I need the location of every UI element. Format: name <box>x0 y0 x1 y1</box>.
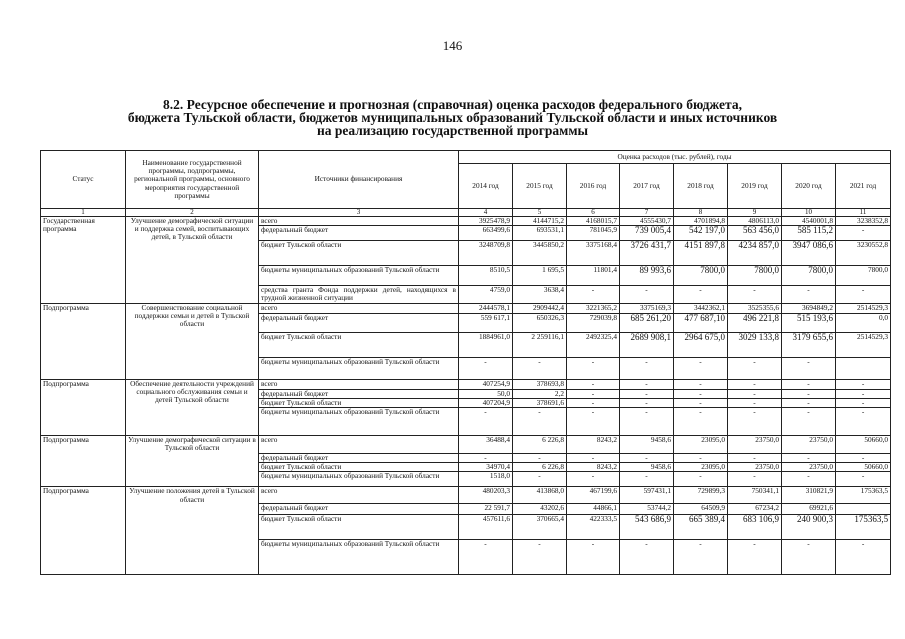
cell-value: - <box>674 379 728 389</box>
table-row <box>41 436 891 454</box>
cell-value: 683 106,9 <box>728 515 782 540</box>
row-status: Подпрограмма <box>41 379 126 435</box>
cell-value: - <box>674 454 728 463</box>
cell-value: 457611,6 <box>459 515 513 540</box>
cell-value: 22 591,7 <box>459 504 513 515</box>
header-sources: Источники финансирования <box>259 151 459 209</box>
cell-value: 477 687,10 <box>674 313 728 332</box>
cell-value: 23750,0 <box>728 463 782 472</box>
cell-value: 3947 086,6 <box>782 241 836 266</box>
cell-value: - <box>674 389 728 398</box>
cell-value: - <box>620 357 674 379</box>
column-number: 1 <box>41 209 126 217</box>
row-funding-source: всего <box>259 303 459 313</box>
cell-value: 4144715,2 <box>513 217 567 226</box>
cell-value: - <box>567 389 620 398</box>
cell-value: - <box>728 472 782 487</box>
cell-value: - <box>620 389 674 398</box>
header-year: 2014 год <box>459 164 513 209</box>
cell-value: 467199,6 <box>567 487 620 504</box>
cell-value: - <box>836 408 891 436</box>
cell-value: - <box>728 379 782 389</box>
cell-value: 0,0 <box>836 313 891 332</box>
header-year: 2016 год <box>567 164 620 209</box>
column-number: 7 <box>620 209 674 217</box>
cell-value: - <box>620 379 674 389</box>
cell-value: - <box>459 408 513 436</box>
cell-value: - <box>674 357 728 379</box>
row-status: Подпрограмма <box>41 487 126 575</box>
cell-value: 3029 133,8 <box>728 332 782 357</box>
cell-value: 50660,0 <box>836 463 891 472</box>
cell-value: - <box>513 357 567 379</box>
table-row <box>41 487 891 504</box>
row-funding-source: бюджеты муниципальных образований Тульской области <box>259 472 459 487</box>
header-name: Наименование государственной программы, подпрограммы, региональной программы, основного мероприятия государственной программы <box>126 151 259 209</box>
cell-value: - <box>836 226 891 241</box>
cell-value: 67234,2 <box>728 504 782 515</box>
cell-value: 781045,9 <box>567 226 620 241</box>
cell-value: 3375169,3 <box>620 303 674 313</box>
cell-value: 3238352,8 <box>836 217 891 226</box>
cell-value: - <box>513 540 567 575</box>
cell-value: 542 197,0 <box>674 226 728 241</box>
column-number: 10 <box>782 209 836 217</box>
cell-value: 34970,4 <box>459 463 513 472</box>
header-year: 2018 год <box>674 164 728 209</box>
cell-value: 585 115,2 <box>782 226 836 241</box>
row-program-name: Улучшение положения детей в Тульской области <box>126 487 259 575</box>
cell-value: - <box>620 286 674 303</box>
cell-value: 23750,0 <box>728 436 782 454</box>
column-number: 4 <box>459 209 513 217</box>
column-number: 3 <box>259 209 459 217</box>
cell-value: 729899,3 <box>674 487 728 504</box>
cell-value: - <box>836 540 891 575</box>
cell-value: - <box>782 398 836 407</box>
cell-value: 240 900,3 <box>782 515 836 540</box>
cell-value: 9458,6 <box>620 436 674 454</box>
cell-value: 515 193,6 <box>782 313 836 332</box>
title-line-1: 8.2. Ресурсное обеспечение и прогнозная (справочная) оценка расходов федерального бюджета, <box>163 97 742 112</box>
cell-value: 8243,2 <box>567 436 620 454</box>
column-number: 11 <box>836 209 891 217</box>
cell-value: - <box>836 454 891 463</box>
cell-value: - <box>836 472 891 487</box>
cell-value: - <box>567 540 620 575</box>
cell-value: - <box>782 472 836 487</box>
cell-value: 44866,1 <box>567 504 620 515</box>
cell-value: 9458,6 <box>620 463 674 472</box>
cell-value: 3638,4 <box>513 286 567 303</box>
cell-value: - <box>782 379 836 389</box>
row-funding-source: бюджет Тульской области <box>259 241 459 266</box>
cell-value: - <box>620 472 674 487</box>
cell-value: - <box>782 357 836 379</box>
row-funding-source: всего <box>259 436 459 454</box>
cell-value: 3221365,2 <box>567 303 620 313</box>
header-year: 2015 год <box>513 164 567 209</box>
cell-value: 8243,2 <box>567 463 620 472</box>
row-status: Подпрограмма <box>41 436 126 487</box>
cell-value: 2689 908,1 <box>620 332 674 357</box>
cell-value: 2514529,3 <box>836 332 891 357</box>
cell-value: 23750,0 <box>782 463 836 472</box>
cell-value: 3230552,8 <box>836 241 891 266</box>
cell-value: 4555430,7 <box>620 217 674 226</box>
cell-value: - <box>728 389 782 398</box>
title-line-2: бюджета Тульской области, бюджетов муниципальных образований Тульской области и иных источников <box>127 110 778 125</box>
cell-value: 6 226,8 <box>513 436 567 454</box>
cell-value: 480203,3 <box>459 487 513 504</box>
cell-value: 4168015,7 <box>567 217 620 226</box>
column-number: 8 <box>674 209 728 217</box>
cell-value: 665 389,4 <box>674 515 728 540</box>
cell-value: - <box>620 408 674 436</box>
cell-value: 11801,4 <box>567 266 620 286</box>
cell-value: 378691,6 <box>513 398 567 407</box>
cell-value: - <box>620 454 674 463</box>
cell-value: - <box>836 398 891 407</box>
cell-value: 50660,0 <box>836 436 891 454</box>
cell-value: 7800,0 <box>782 266 836 286</box>
cell-value: 175363,5 <box>836 515 891 540</box>
row-funding-source: бюджеты муниципальных образований Тульской области <box>259 357 459 379</box>
row-funding-source: федеральный бюджет <box>259 504 459 515</box>
cell-value: - <box>728 357 782 379</box>
table-row <box>41 303 891 313</box>
cell-value: 407204,9 <box>459 398 513 407</box>
cell-value: - <box>782 286 836 303</box>
header-year: 2020 год <box>782 164 836 209</box>
cell-value: 3248709,8 <box>459 241 513 266</box>
header-year: 2017 год <box>620 164 674 209</box>
cell-value: - <box>836 286 891 303</box>
cell-value: - <box>513 472 567 487</box>
cell-value <box>836 357 891 379</box>
row-funding-source: федеральный бюджет <box>259 454 459 463</box>
cell-value: 2964 675,0 <box>674 332 728 357</box>
cell-value: 1518,0 <box>459 472 513 487</box>
cell-value: 7800,0 <box>836 266 891 286</box>
cell-value: 729039,8 <box>567 313 620 332</box>
row-funding-source: всего <box>259 487 459 504</box>
cell-value: - <box>620 398 674 407</box>
cell-value: - <box>728 398 782 407</box>
cell-value: - <box>459 357 513 379</box>
cell-value: - <box>567 454 620 463</box>
cell-value: - <box>782 389 836 398</box>
cell-value: 310821,9 <box>782 487 836 504</box>
cell-value: 69921,6 <box>782 504 836 515</box>
cell-value: 2909442,4 <box>513 303 567 313</box>
cell-value: 4540001,8 <box>782 217 836 226</box>
cell-value: 53744,2 <box>620 504 674 515</box>
row-funding-source: бюджеты муниципальных образований Тульской области <box>259 266 459 286</box>
table-row <box>41 379 891 389</box>
cell-value: - <box>567 472 620 487</box>
page-number: 146 <box>442 38 463 53</box>
cell-value: - <box>728 454 782 463</box>
cell-value: - <box>513 454 567 463</box>
cell-value: 4759,0 <box>459 286 513 303</box>
row-funding-source: средства гранта Фонда поддержки детей, находящихся в трудной жизненной ситуации <box>259 286 459 303</box>
row-funding-source: федеральный бюджет <box>259 313 459 332</box>
cell-value: 3525355,6 <box>728 303 782 313</box>
cell-value: 496 221,8 <box>728 313 782 332</box>
row-program-name: Обеспечение деятельности учреждений социального обслуживания семьи и детей Тульской области <box>126 379 259 435</box>
resource-table <box>40 150 891 575</box>
column-number: 2 <box>126 209 259 217</box>
cell-value: - <box>674 286 728 303</box>
cell-value: 7800,0 <box>728 266 782 286</box>
cell-value: 407254,9 <box>459 379 513 389</box>
cell-value: 3726 431,7 <box>620 241 674 266</box>
cell-value: 3375168,4 <box>567 241 620 266</box>
row-funding-source: бюджет Тульской области <box>259 463 459 472</box>
cell-value: - <box>620 540 674 575</box>
cell-value: 2492325,4 <box>567 332 620 357</box>
cell-value: 175363,5 <box>836 487 891 504</box>
cell-value: 23095,0 <box>674 436 728 454</box>
page-title <box>0 98 905 137</box>
cell-value: - <box>836 389 891 398</box>
cell-value: - <box>728 286 782 303</box>
cell-value: - <box>567 357 620 379</box>
cell-value: 693531,1 <box>513 226 567 241</box>
cell-value: - <box>782 408 836 436</box>
cell-value: - <box>567 286 620 303</box>
row-funding-source: бюджет Тульской области <box>259 515 459 540</box>
cell-value: - <box>728 540 782 575</box>
cell-value: 4806113,0 <box>728 217 782 226</box>
cell-value: - <box>567 408 620 436</box>
cell-value: 23750,0 <box>782 436 836 454</box>
cell-value: 4234 857,0 <box>728 241 782 266</box>
cell-value: - <box>674 472 728 487</box>
cell-value: 739 005,4 <box>620 226 674 241</box>
cell-value: 750341,1 <box>728 487 782 504</box>
cell-value: 685 261,20 <box>620 313 674 332</box>
cell-value: 370665,4 <box>513 515 567 540</box>
row-funding-source: федеральный бюджет <box>259 389 459 398</box>
row-funding-source: всего <box>259 379 459 389</box>
column-number: 5 <box>513 209 567 217</box>
column-number: 9 <box>728 209 782 217</box>
cell-value: - <box>513 408 567 436</box>
title-line-3: на реализацию государственной программы <box>316 123 589 138</box>
cell-value: 6 226,8 <box>513 463 567 472</box>
cell-value: 50,0 <box>459 389 513 398</box>
cell-value: 89 993,6 <box>620 266 674 286</box>
cell-value: - <box>567 379 620 389</box>
row-program-name: Улучшение демографической ситуации в Тульской области <box>126 436 259 487</box>
cell-value: 3445850,2 <box>513 241 567 266</box>
cell-value: 43202,6 <box>513 504 567 515</box>
cell-value: 3442362,1 <box>674 303 728 313</box>
cell-value: 543 686,9 <box>620 515 674 540</box>
row-funding-source: всего <box>259 217 459 226</box>
cell-value: - <box>782 540 836 575</box>
cell-value: 7800,0 <box>674 266 728 286</box>
cell-value: 4151 897,8 <box>674 241 728 266</box>
cell-value: 3925478,9 <box>459 217 513 226</box>
cell-value: 2,2 <box>513 389 567 398</box>
table-row <box>41 217 891 226</box>
cell-value: - <box>459 454 513 463</box>
header-estimate: Оценка расходов (тыс. рублей), годы <box>459 151 891 164</box>
cell-value: - <box>674 540 728 575</box>
cell-value: 2444578,1 <box>459 303 513 313</box>
cell-value: 378693,8 <box>513 379 567 389</box>
cell-value: 1884961,0 <box>459 332 513 357</box>
cell-value: 597431,1 <box>620 487 674 504</box>
cell-value: - <box>459 540 513 575</box>
row-funding-source: бюджеты муниципальных образований Тульской области <box>259 540 459 575</box>
cell-value: 663499,6 <box>459 226 513 241</box>
cell-value: 23095,0 <box>674 463 728 472</box>
row-funding-source: федеральный бюджет <box>259 226 459 241</box>
cell-value: - <box>674 408 728 436</box>
cell-value: 3179 655,6 <box>782 332 836 357</box>
header-year: 2019 год <box>728 164 782 209</box>
cell-value: 422333,5 <box>567 515 620 540</box>
cell-value: 36488,4 <box>459 436 513 454</box>
header-status: Статус <box>41 151 126 209</box>
row-funding-source: бюджеты муниципальных образований Тульской области <box>259 408 459 436</box>
cell-value: 8510,5 <box>459 266 513 286</box>
cell-value: - <box>836 379 891 389</box>
row-funding-source: бюджет Тульской области <box>259 332 459 357</box>
row-program-name: Совершенствование социальной поддержки семьи и детей в Тульской области <box>126 303 259 379</box>
cell-value: 1 695,5 <box>513 266 567 286</box>
cell-value: - <box>782 454 836 463</box>
cell-value: 2514529,3 <box>836 303 891 313</box>
cell-value: - <box>728 408 782 436</box>
cell-value: 4701894,8 <box>674 217 728 226</box>
cell-value: 3694849,2 <box>782 303 836 313</box>
row-status: Подпрограмма <box>41 303 126 379</box>
cell-value: 64509,9 <box>674 504 728 515</box>
row-status: Государственная программа <box>41 217 126 304</box>
cell-value: 413868,0 <box>513 487 567 504</box>
cell-value: - <box>674 398 728 407</box>
cell-value: - <box>567 398 620 407</box>
row-program-name: Улучшение демографической ситуации и поддержка семей, воспитывающих детей, в Тульской области <box>126 217 259 304</box>
cell-value: 650326,3 <box>513 313 567 332</box>
cell-value <box>836 504 891 515</box>
cell-value: 559 617,1 <box>459 313 513 332</box>
header-year: 2021 год <box>836 164 891 209</box>
row-funding-source: бюджет Тульской области <box>259 398 459 407</box>
column-number: 6 <box>567 209 620 217</box>
cell-value: 563 456,0 <box>728 226 782 241</box>
cell-value: 2 259116,1 <box>513 332 567 357</box>
